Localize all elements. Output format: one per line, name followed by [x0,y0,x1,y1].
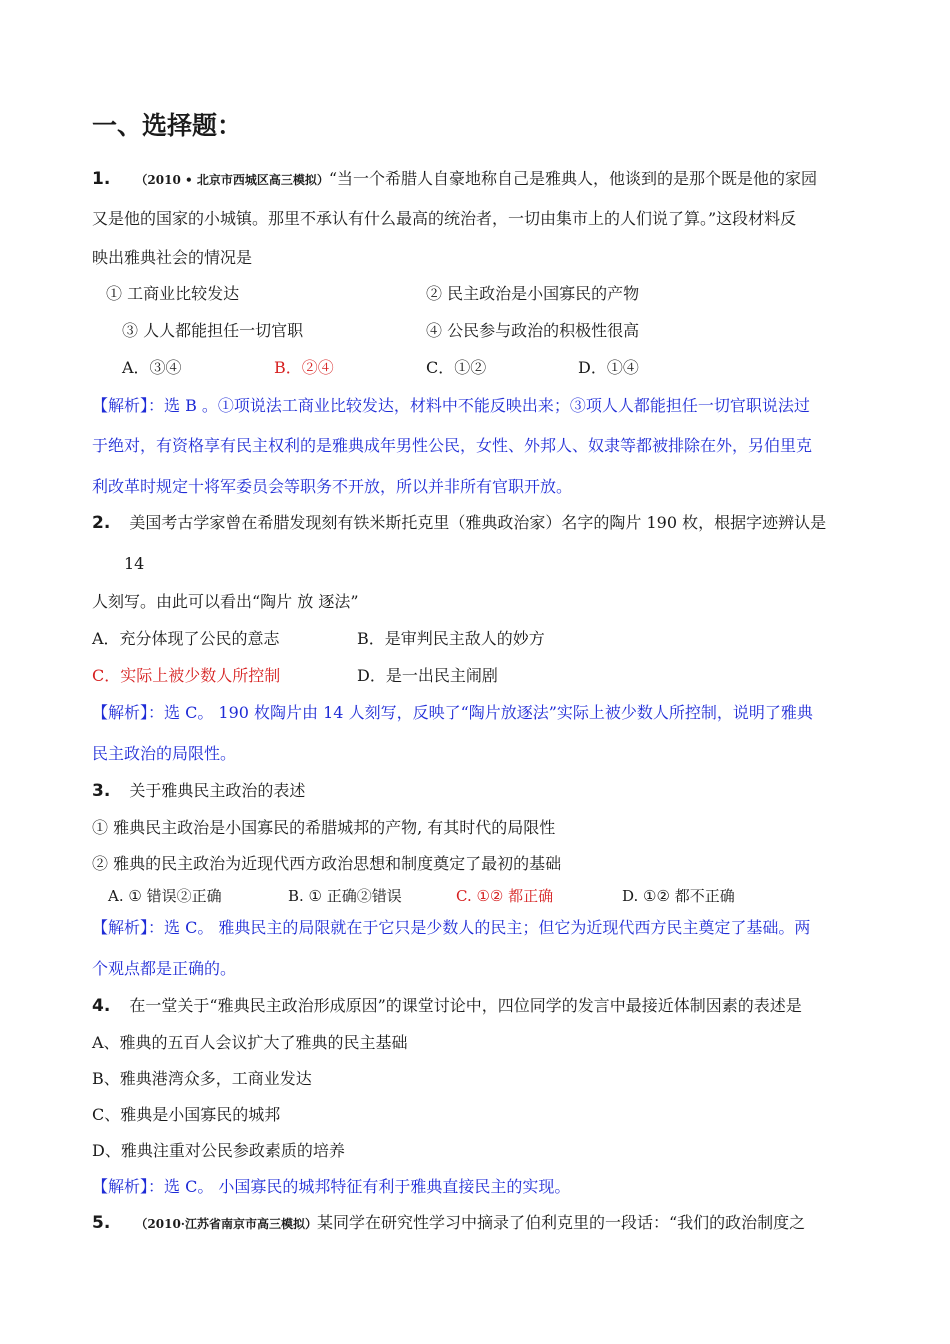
option-c: C、雅典是小国寡民的城邦 [92,1105,281,1124]
question-3-line-1 [92,780,305,802]
question-stem: 在一堂关于“雅典民主政治形成原因”的课堂讨论中，四位同学的发言中最接近体制因素的表述是 [129,996,802,1015]
statement-item: ④ 公民参与政治的积极性很高 [426,321,640,340]
statement-item: ① 雅典民主政治是小国寡民的希腊城邦的产物, 有其时代的局限性 [92,818,556,837]
question-number: 5. [92,1213,111,1233]
option-c-answer: C. ①② 都正确 [456,887,554,905]
question-stem-line: 又是他的国家的小城镇。那里不承认有什么最高的统治者，一切由集市上的人们说了算。”这段材料反 [92,209,797,228]
option-b: B. ① 正确②错误 [288,887,402,905]
statement-item: ② 雅典的民主政治为近现代西方政治思想和制度奠定了最初的基础 [92,854,562,873]
analysis-line: 于绝对，有资格享有民主权利的是雅典成年男性公民，女性、外邦人、奴隶等都被排除在外，另伯里克 [92,436,813,455]
option-a: A．充分体现了公民的意志 [92,629,280,648]
option-a: A、雅典的五百人会议扩大了雅典的民主基础 [92,1033,408,1052]
question-number: 4. [92,996,111,1016]
option-a: A. ① 错误②正确 [108,887,222,905]
option-b-answer: B．②④ [274,358,334,377]
analysis-line: 个观点都是正确的。 [92,959,237,978]
analysis-line: 【解析】：选 C。 190 枚陶片由 14 人刻写，反映了“陶片放逐法”实际上被少数人所控制，说明了雅典 [92,703,813,722]
question-stem-line: 人刻写。由此可以看出“陶片 放 逐法” [92,592,359,611]
analysis-line: 利改革时规定十将军委员会等职务不开放，所以并非所有官职开放。 [92,477,573,496]
question-stem: 美国考古学家曾在希腊发现刻有铁米斯托克里（雅典政治家）名字的陶片 190 枚，根据字迹辨认是 [129,513,827,532]
question-stem: 关于雅典民主政治的表述 [129,781,306,800]
section-title: 一、选择题： [92,111,243,140]
question-number: 2. [92,513,111,533]
question-number: 3. [92,781,111,801]
question-number: 1. [92,169,111,189]
option-a: A．③④ [122,358,182,377]
question-5-line-1 [92,1212,805,1235]
analysis-line: 【解析】：选 C。 雅典民主的局限就在于它只是少数人的民主；但它为近现代西方民主奠定了基础。两 [92,918,811,937]
question-4-line-1 [92,995,802,1017]
question-2-line-1 [92,512,826,534]
statement-item: ③ 人人都能担任一切官职 [122,321,304,340]
question-stem: “当一个希腊人自豪地称自己是雅典人，他谈到的是那个既是他的家园 [328,169,818,188]
question-1-line-1 [92,168,817,191]
option-d: D．是一出民主闹剧 [357,666,498,685]
statement-item: ① 工商业比较发达 [106,284,240,303]
option-d: D、雅典注重对公民参政素质的培养 [92,1141,345,1160]
question-source: （2010 • 北京市西城区高三模拟） [135,173,329,187]
option-b: B．是审判民主敌人的妙方 [357,629,545,648]
analysis-line: 【解析】：选 B 。①项说法工商业比较发达，材料中不能反映出来；③项人人都能担任一切官职说法过 [92,396,810,415]
analysis-line: 【解析】：选 C。 小国寡民的城邦特征有利于雅典直接民主的实现。 [92,1177,571,1196]
statement-item: ② 民主政治是小国寡民的产物 [426,284,640,303]
question-stem-line: 14 [124,554,145,573]
option-c-answer: C．实际上被少数人所控制 [92,666,281,685]
option-c: C．①② [426,358,487,377]
option-b: B、雅典港湾众多，工商业发达 [92,1069,312,1088]
question-stem-line: 映出雅典社会的情况是 [92,248,253,267]
question-stem: 某同学在研究性学习中摘录了伯利克里的一段话：“我们的政治制度之 [316,1213,806,1232]
option-d: D. ①② 都不正确 [622,887,735,905]
option-d: D．①④ [578,358,639,377]
question-source: （2010·江苏省南京市高三模拟） [135,1217,317,1231]
analysis-line: 民主政治的局限性。 [92,744,237,763]
